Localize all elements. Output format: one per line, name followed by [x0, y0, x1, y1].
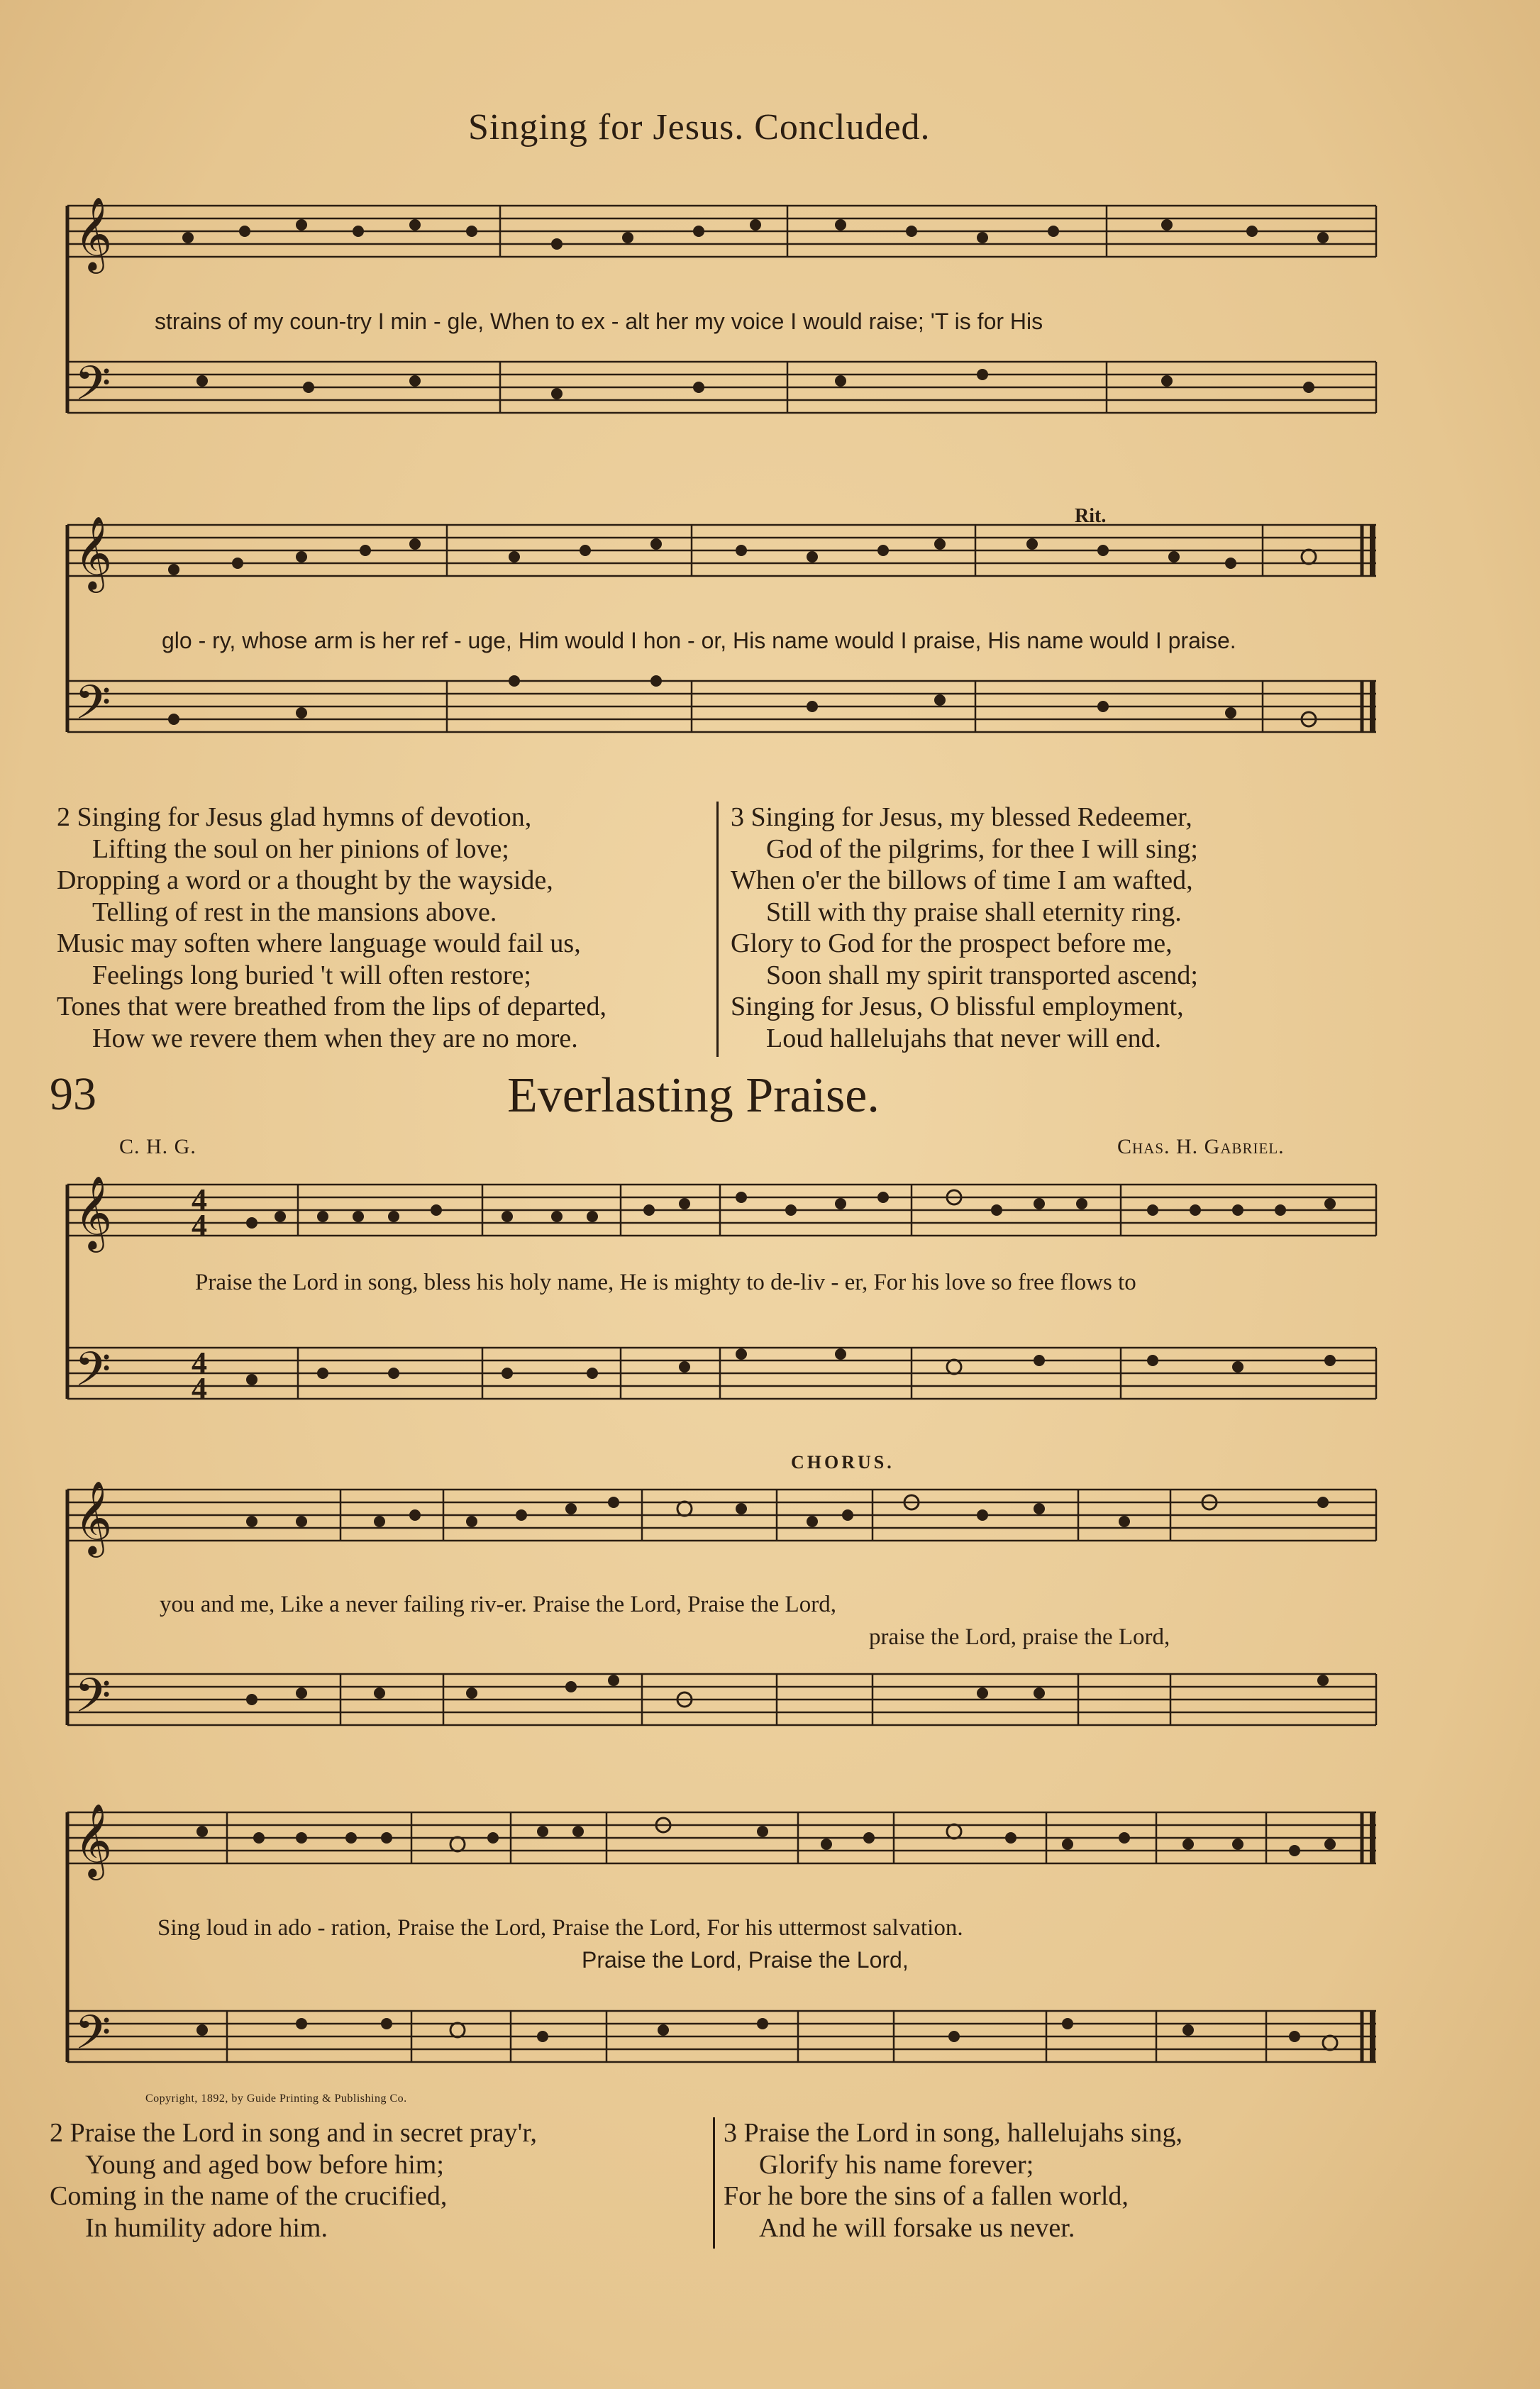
svg-text:𝄢: 𝄢	[74, 2005, 111, 2071]
verse-divider-top	[716, 802, 719, 1057]
music-system-3	[60, 1170, 1387, 1447]
verse-divider-hymn93	[713, 2117, 715, 2249]
lyricist-credit: C. H. G.	[119, 1135, 196, 1158]
svg-text:4: 4	[192, 1182, 207, 1217]
svg-text:𝄢: 𝄢	[74, 1342, 111, 1408]
svg-text:𝄞: 𝄞	[74, 516, 113, 590]
hymn93-lyrics-line-3: Sing loud in ado - ration, Praise the Lord, Praise the Lord, For his uttermost salvation.	[157, 1915, 963, 1941]
hymn93-lyrics-line-3-alto: Praise the Lord, Praise the Lord,	[582, 1947, 909, 1973]
hymn93-lyrics-line-2: you and me, Like a never failing riv-er. Praise the Lord, Praise the Lord,	[160, 1592, 836, 1617]
svg-text:𝄢: 𝄢	[74, 1668, 111, 1734]
hymn93-lyrics-line-1: Praise the Lord in song, bless his holy name, He is mighty to de-liv - er, For his love so free flows to	[195, 1270, 1136, 1295]
verse-2-hymn93: 2 Praise the Lord in song and in secret pray'r, Young and aged bow before him; Coming in the name of the crucified, In humility adore him.	[50, 2118, 538, 2243]
verse-2-top: 2 Singing for Jesus glad hymns of devotion, Lifting the soul on her pinions of love; Dropping a word or a thought by the wayside, Telling of rest in the mansions above. Music may soften where language would fail us, Feelings long buried 't will often restore; Tones that were breathed from the lips of departed, How we revere them when they are no more.	[57, 802, 606, 1053]
rit-marking: Rit.	[1075, 505, 1107, 527]
svg-text:𝄢: 𝄢	[74, 675, 111, 741]
chorus-label: CHORUS.	[791, 1452, 894, 1473]
verse-3-top: 3 Singing for Jesus, my blessed Redeemer, God of the pilgrims, for thee I will sing; When o'er the billows of time I am wafted, Still with thy praise shall eternity ring. Glory to God for the prospect before me, Soon shall my spirit transported ascend; Singing for Jesus, O blissful employment, Loud hallelujahs that never will end.	[731, 802, 1198, 1053]
svg-text:4: 4	[192, 1346, 207, 1380]
hymn-title: Everlasting Praise.	[507, 1068, 880, 1123]
svg-text:𝄞: 𝄞	[74, 1175, 113, 1250]
composer-credit: Chas. H. Gabriel.	[1117, 1135, 1285, 1158]
hymn-title-concluded: Singing for Jesus. Concluded.	[468, 107, 931, 148]
verse-3-hymn93: 3 Praise the Lord in song, hallelujahs sing, Glorify his name forever; For he bore the sins of a fallen world, And he will forsake us never.	[724, 2118, 1182, 2243]
svg-text:𝄢: 𝄢	[74, 356, 111, 422]
svg-text:𝄞: 𝄞	[74, 1803, 113, 1878]
hymn93-lyrics-line-2-alto: praise the Lord, praise the Lord,	[869, 1624, 1170, 1650]
lyrics-line-1: strains of my coun-try I min - gle, When to ex - alt her my voice I would raise; 'T is for His	[155, 309, 1043, 334]
svg-text:𝄞: 𝄞	[74, 196, 113, 271]
svg-text:4: 4	[192, 1208, 207, 1243]
svg-text:𝄞: 𝄞	[74, 1480, 113, 1555]
svg-text:4: 4	[192, 1371, 207, 1406]
lyrics-line-2: glo - ry, whose arm is her ref - uge, Him would I hon - or, His name would I praise, His name would I praise.	[162, 628, 1236, 653]
copyright-notice: Copyright, 1892, by Guide Printing & Publishing Co.	[145, 2093, 407, 2105]
hymn-number: 93	[50, 1068, 96, 1120]
music-system-5	[60, 1798, 1387, 2089]
